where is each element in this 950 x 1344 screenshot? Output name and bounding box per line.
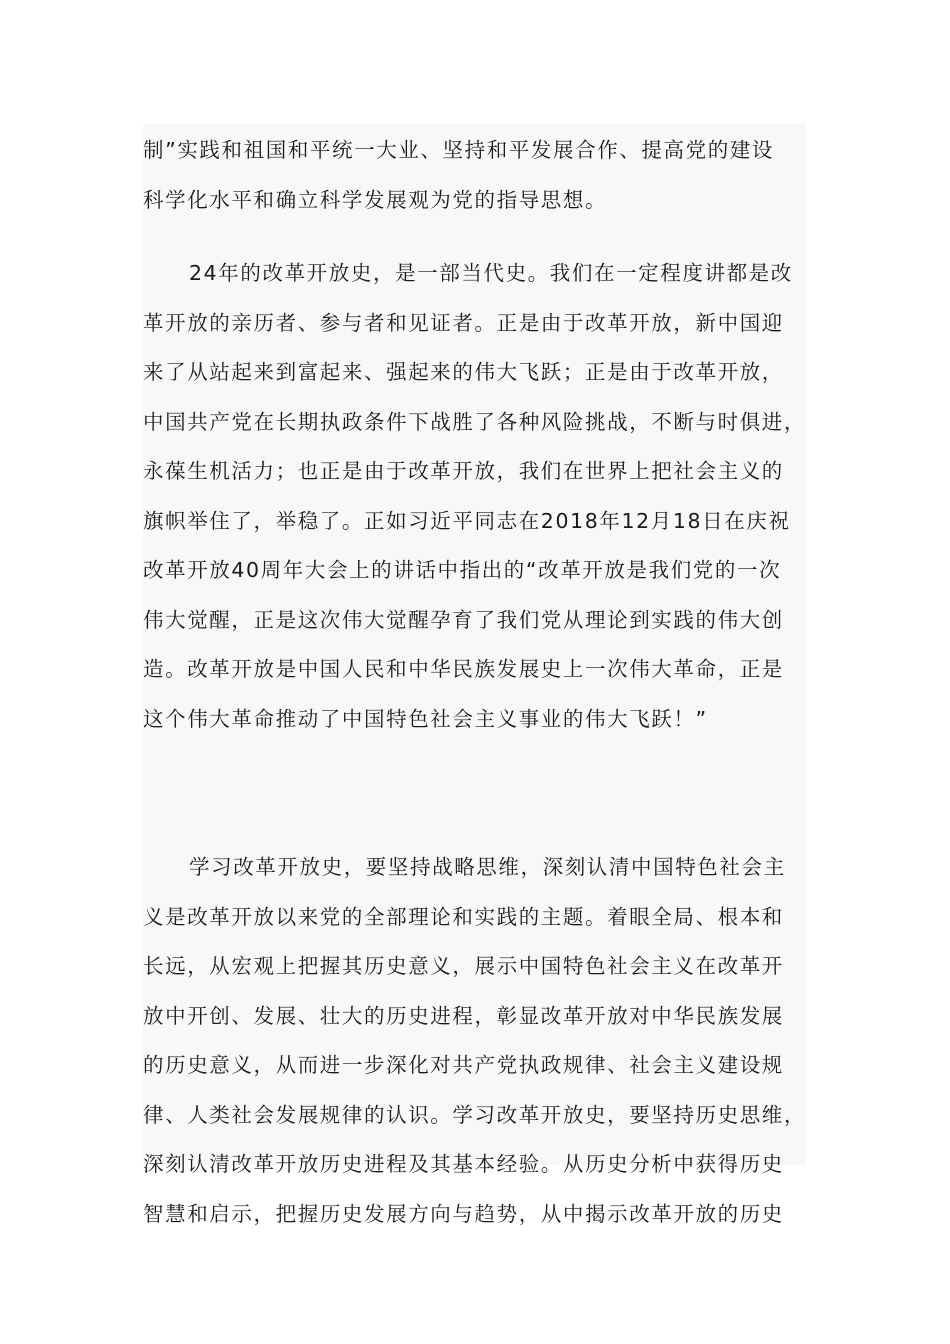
- text-line: 改革开放40周年大会上的讲话中指出的“改革开放是我们党的一次: [143, 558, 782, 582]
- text-line: 伟大觉醒，正是这次伟大觉醒孕育了我们党从理论到实践的伟大创: [143, 607, 784, 632]
- paragraph-1: [143, 126, 806, 225]
- text-line: 旗帜举住了，举稳了。正如习近平同志在2018年12月18日在庆祝: [143, 508, 791, 533]
- text-line: 深刻认清改革开放历史进程及其基本经验。从历史分析中获得历史: [143, 1152, 784, 1176]
- document-text-block: [143, 124, 806, 1226]
- text-line: 制”实践和祖国和平统一大业、坚持和平发展合作、提高党的建设: [143, 138, 775, 162]
- text-line: 革开放的亲历者、参与者和见证者。正是由于改革开放，新中国迎: [143, 310, 784, 335]
- text-line: 长远，从宏观上把握其历史意义，展示中国特色社会主义在改革开: [143, 954, 784, 978]
- text-line: 学习改革开放史，要坚持战略思维，深刻认清中国特色社会主: [189, 855, 786, 879]
- text-line: 律、人类社会发展规律的认识。学习改革开放史，要坚持历史思维，: [143, 1102, 806, 1127]
- paragraph-2: [143, 249, 806, 744]
- text-line: 24年的改革开放史，是一部当代史。我们在一定程度讲都是改: [189, 261, 793, 285]
- text-line: 的历史意义，从而进一步深化对共产党执政规律、社会主义建设规: [143, 1053, 784, 1077]
- text-line: 中国共产党在长期执政条件下战胜了各种风险挑战，不断与时俱进，: [143, 409, 806, 434]
- text-line: 永葆生机活力；也正是由于改革开放，我们在世界上把社会主义的: [143, 459, 784, 483]
- text-line: 义是改革开放以来党的全部理论和实践的主题。着眼全局、根本和: [143, 904, 784, 929]
- text-line: 造。改革开放是中国人民和中华民族发展史上一次伟大革命，正是: [143, 657, 784, 681]
- text-line: 这个伟大革命推动了中国特色社会主义事业的伟大飞跃！”: [143, 706, 708, 731]
- text-line: 科学化水平和确立科学发展观为党的指导思想。: [143, 187, 608, 212]
- paragraph-3: [143, 843, 806, 1239]
- text-line: 放中开创、发展、壮大的历史进程，彰显改革开放对中华民族发展: [143, 1003, 784, 1028]
- text-line: 来了从站起来到富起来、强起来的伟大飞跃；正是由于改革开放，: [143, 360, 784, 384]
- text-line: 智慧和启示，把握历史发展方向与趋势，从中揭示改革开放的历史: [143, 1201, 784, 1226]
